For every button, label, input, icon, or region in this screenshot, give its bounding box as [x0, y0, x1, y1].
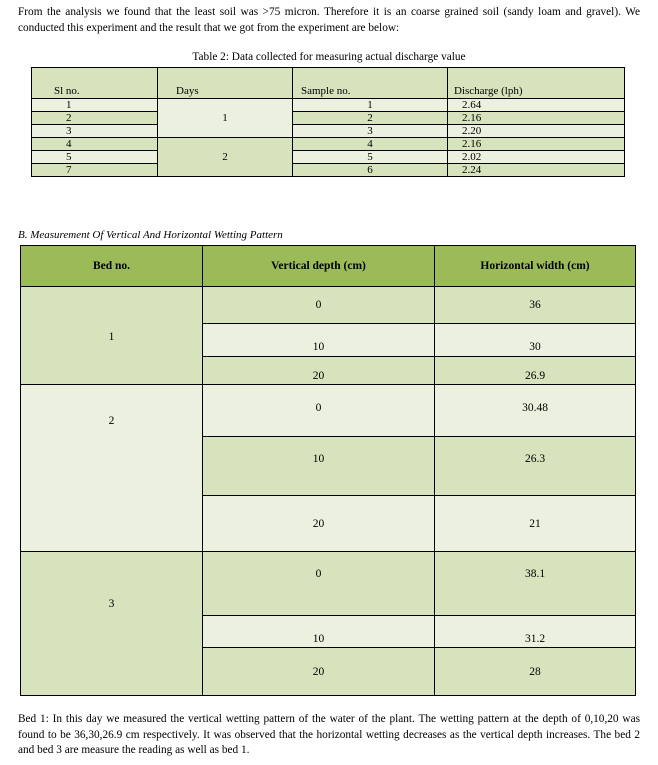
col-header-sample: Sample no.: [293, 68, 448, 99]
width-cell: 36: [435, 287, 636, 324]
sample-cell: 1: [293, 99, 448, 112]
width-cell: 26.3: [435, 437, 636, 496]
depth-cell: 20: [203, 496, 435, 552]
table-row: [32, 151, 625, 164]
sl-cell: 1: [32, 99, 158, 112]
width-cell: 30.48: [435, 385, 636, 437]
table-row: [32, 99, 625, 112]
sl-cell: 4: [32, 138, 158, 151]
sample-cell: 2: [293, 112, 448, 125]
table-row: [21, 552, 636, 616]
depth-cell: 20: [203, 648, 435, 696]
depth-cell: 0: [203, 552, 435, 616]
sl-cell: 7: [32, 164, 158, 177]
col-header-vertical: Vertical depth (cm): [203, 246, 435, 287]
sample-cell: 6: [293, 164, 448, 177]
table-row: [21, 287, 636, 324]
intro-paragraph: From the analysis we found that the least soil was >75 micron. Therefore it is an coarse grained soil (sandy loam and gravel). We conducted this experiment and the result that we got from the experiment are below:: [18, 6, 640, 34]
width-cell: 31.2: [435, 616, 636, 648]
col-header-discharge: Discharge (lph): [448, 68, 625, 99]
discharge-table: [31, 67, 625, 177]
days-cell: 1: [158, 99, 293, 138]
discharge-cell: 2.16: [448, 112, 625, 125]
depth-cell: 10: [203, 324, 435, 357]
depth-cell: 20: [203, 357, 435, 385]
discharge-cell: 2.16: [448, 138, 625, 151]
depth-cell: 10: [203, 616, 435, 648]
table-row: [32, 125, 625, 138]
discharge-cell: 2.02: [448, 151, 625, 164]
table-header-row: [32, 68, 625, 99]
table-header-row: [21, 246, 636, 287]
depth-cell: 0: [203, 385, 435, 437]
sample-cell: 4: [293, 138, 448, 151]
sl-cell: 2: [32, 112, 158, 125]
table-row: [21, 385, 636, 437]
table-row: [32, 138, 625, 151]
section-b-heading: B. Measurement Of Vertical And Horizontal Wetting Pattern: [18, 229, 283, 241]
depth-cell: 10: [203, 437, 435, 496]
bed-cell: 2: [21, 385, 203, 552]
width-cell: 38.1: [435, 552, 636, 616]
table2-caption: Table 2: Data collected for measuring actual discharge value: [192, 51, 466, 63]
bed1-paragraph: Bed 1: In this day we measured the vertical wetting pattern of the water of the plant. The wetting pattern at the depth of 0,10,20 was found to be 36,30,26.9 cm respectively. It was observed that the horizontal wetting decreases as the vertical depth increases. The bed 2 and bed 3 are measure the reading as well as bed 1.: [18, 713, 640, 756]
sample-cell: 3: [293, 125, 448, 138]
bed-cell: 1: [21, 287, 203, 385]
col-header-sl: Sl no.: [32, 68, 158, 99]
discharge-cell: 2.20: [448, 125, 625, 138]
discharge-cell: 2.64: [448, 99, 625, 112]
width-cell: 26.9: [435, 357, 636, 385]
table-row: [32, 164, 625, 177]
col-header-horizontal: Horizontal width (cm): [435, 246, 636, 287]
sample-cell: 5: [293, 151, 448, 164]
width-cell: 28: [435, 648, 636, 696]
width-cell: 21: [435, 496, 636, 552]
discharge-cell: 2.24: [448, 164, 625, 177]
width-cell: 30: [435, 324, 636, 357]
col-header-bed: Bed no.: [21, 246, 203, 287]
table-row: [32, 112, 625, 125]
days-cell: 2: [158, 138, 293, 177]
col-header-days: Days: [158, 68, 293, 99]
sl-cell: 3: [32, 125, 158, 138]
depth-cell: 0: [203, 287, 435, 324]
wetting-pattern-table: [20, 245, 636, 696]
sl-cell: 5: [32, 151, 158, 164]
bed-cell: 3: [21, 552, 203, 696]
